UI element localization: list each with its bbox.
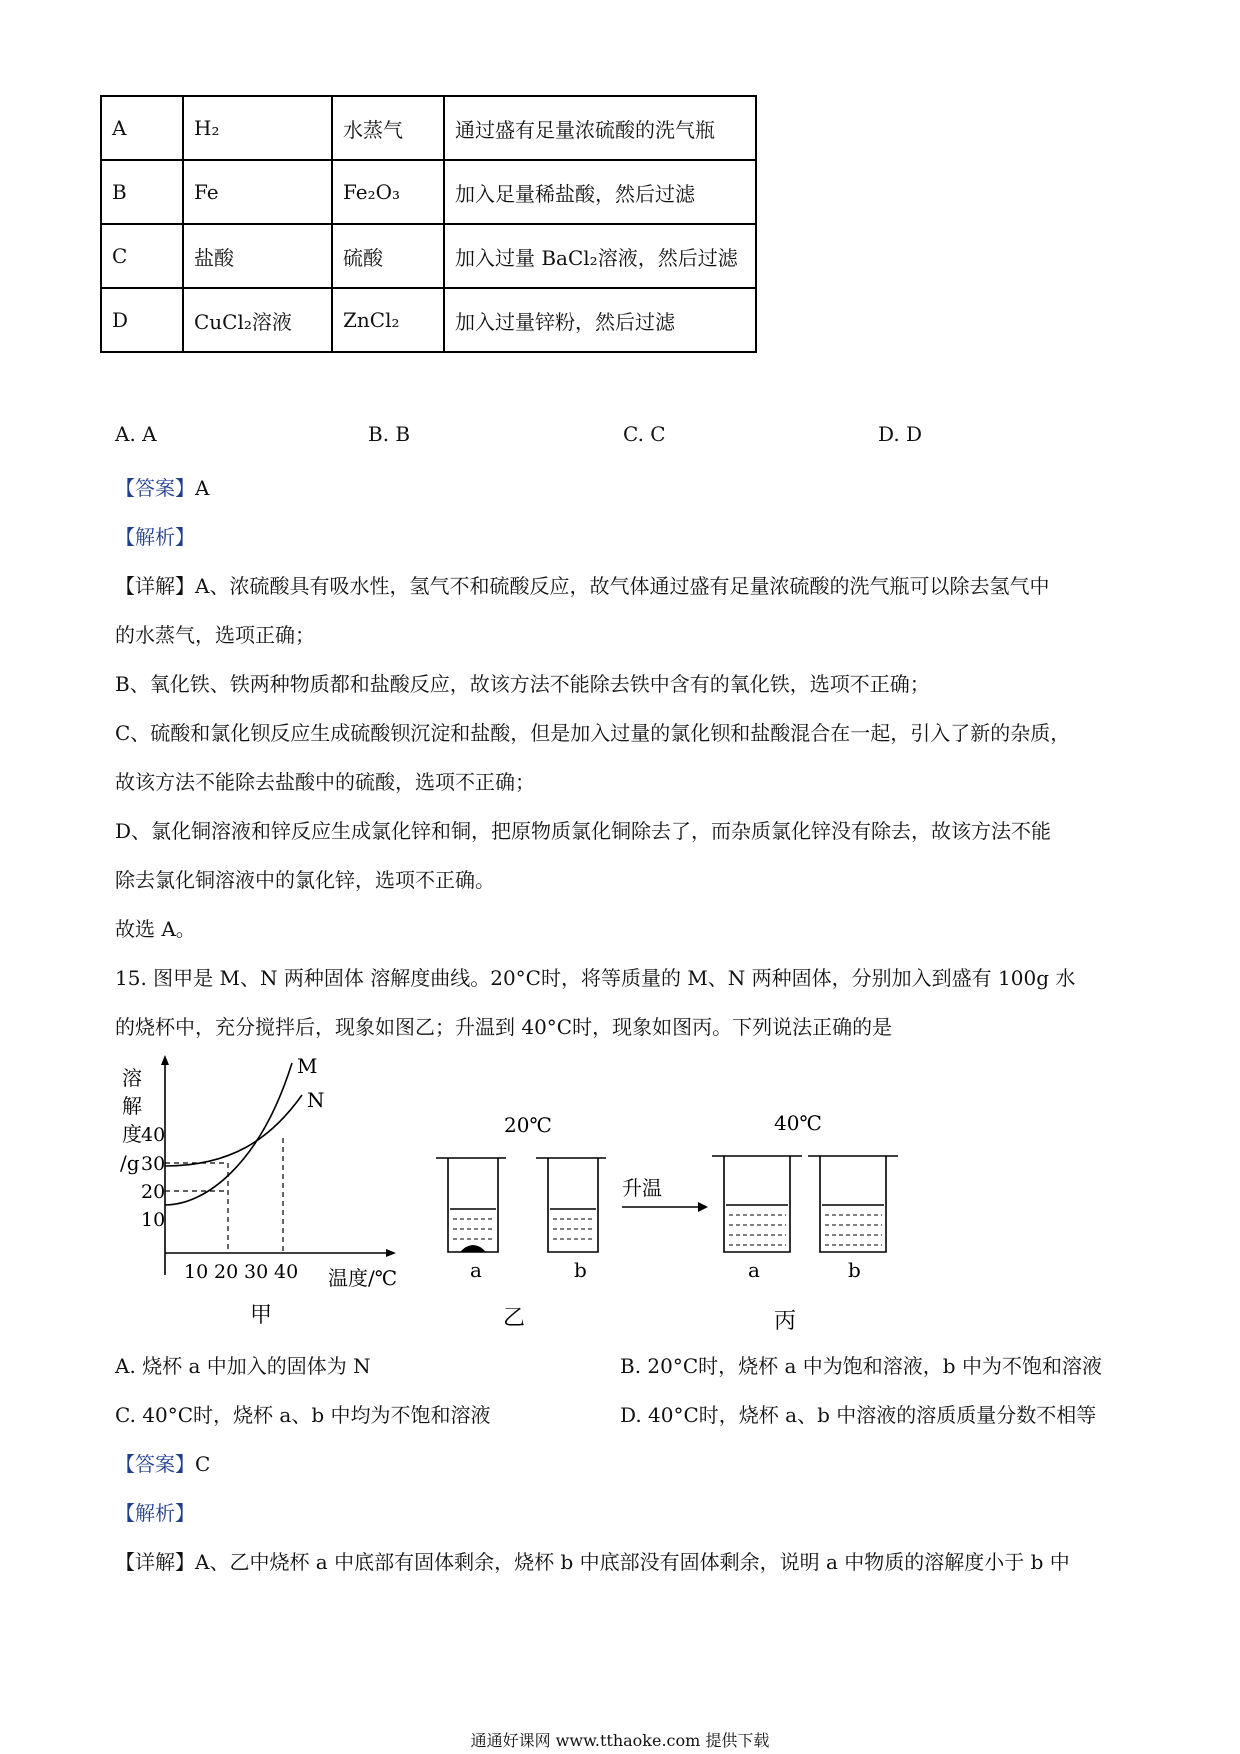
- table-cell: 硫酸: [332, 224, 444, 288]
- y-unit: /g: [120, 1151, 140, 1175]
- q14-detail-line: D、氯化铜溶液和锌反应生成氯化锌和铜，把原物质氯化铜除去了，而杂质氯化锌没有除去，故该方法不能: [115, 819, 1052, 843]
- x-tick-label: 30: [244, 1261, 269, 1283]
- q14-choice-c: C. C: [623, 422, 666, 446]
- table-row: [101, 160, 756, 224]
- curve-m-label: M: [297, 1055, 318, 1078]
- beakers-40c: [712, 1111, 898, 1334]
- q15-choice-a: A. 烧杯 a 中加入的固体为 N: [115, 1354, 371, 1378]
- beaker-a: [436, 1158, 506, 1252]
- beaker-b-label: b: [574, 1258, 587, 1282]
- q14-choice-a: A. A: [115, 422, 157, 446]
- heating-arrow: [622, 1176, 708, 1212]
- y-tick-label: 10: [141, 1209, 166, 1231]
- table-cell: 水蒸气: [332, 96, 444, 160]
- q15-stem-line: 15. 图甲是 M、N 两种固体 溶解度曲线。20°C时，将等质量的 M、N 两种固体，分别加入到盛有 100g 水: [115, 966, 1076, 990]
- x-tick-label: 10: [184, 1261, 209, 1283]
- caption-jia: 甲: [250, 1303, 273, 1328]
- ylabel-char: 度: [122, 1122, 142, 1146]
- y-tick-label: 40: [141, 1124, 166, 1146]
- curve-n: [165, 1095, 302, 1166]
- q14-choice-d: D. D: [878, 422, 923, 446]
- table-cell: 加入过量锌粉，然后过滤: [444, 288, 756, 352]
- q14-detail-line: 故选 A。: [115, 917, 196, 941]
- arrow-label: 升温: [622, 1176, 662, 1200]
- table-cell: Fe₂O₃: [332, 160, 444, 224]
- q15-choice-d: D. 40°C时，烧杯 a、b 中溶液的溶质质量分数不相等: [620, 1403, 1097, 1427]
- q14-choice-b: B. B: [368, 422, 411, 446]
- q14-answer: [115, 472, 209, 501]
- temp-label-20: 20℃: [504, 1113, 552, 1137]
- answer-value: A: [195, 476, 210, 500]
- table-row: [101, 288, 756, 352]
- q14-detail-line: 故该方法不能除去盐酸中的硫酸，选项不正确；: [115, 770, 535, 794]
- answer-value: C: [195, 1452, 211, 1476]
- caption-bing: 丙: [774, 1309, 797, 1334]
- table-cell: B: [101, 160, 183, 224]
- table-cell: 加入过量 BaCl₂溶液，然后过滤: [444, 224, 756, 288]
- q15-analysis-tag: 【解析】: [115, 1501, 195, 1525]
- detail-text: A、乙中烧杯 a 中底部有固体剩余，烧杯 b 中底部没有固体剩余，说明 a 中物质的溶解度小于 b 中: [195, 1550, 1070, 1574]
- detail-tag: 【详解】: [115, 574, 195, 598]
- solubility-chart: [120, 1055, 397, 1328]
- q14-detail-line: [115, 570, 1049, 599]
- options-table: [100, 95, 757, 353]
- q14-detail-line: 除去氯化铜溶液中的氯化锌，选项不正确。: [115, 868, 495, 892]
- ylabel-char: 解: [122, 1094, 142, 1118]
- table-cell: 盐酸: [183, 224, 332, 288]
- arrow-right-icon: [698, 1202, 708, 1212]
- table-cell: 加入足量稀盐酸，然后过滤: [444, 160, 756, 224]
- q14-detail-line: C、硫酸和氯化钡反应生成硫酸钡沉淀和盐酸，但是加入过量的氯化钡和盐酸混合在一起，引入了新的杂质，: [115, 721, 1071, 745]
- q15-answer: [115, 1448, 210, 1477]
- q14-detail-line: 的水蒸气，选项正确；: [115, 623, 315, 647]
- caption-yi: 乙: [503, 1306, 526, 1331]
- q14-analysis-tag: 【解析】: [115, 525, 195, 549]
- table-cell: 通过盛有足量浓硫酸的洗气瓶: [444, 96, 756, 160]
- table-row: [101, 224, 756, 288]
- q15-detail-line: [115, 1546, 1070, 1575]
- x-tick-label: 20: [214, 1261, 239, 1283]
- ylabel-char: 溶: [122, 1066, 142, 1090]
- table-cell: D: [101, 288, 183, 352]
- beaker-b: [536, 1158, 606, 1252]
- x-tick-label: 40: [274, 1261, 299, 1283]
- temp-label-40: 40℃: [774, 1111, 822, 1135]
- table-row: [101, 96, 756, 160]
- answer-tag: 【答案】: [115, 1452, 195, 1476]
- beaker-b-label: b: [848, 1258, 861, 1282]
- curve-n-label: N: [307, 1088, 325, 1112]
- x-axis-arrow-icon: [386, 1249, 396, 1257]
- table-cell: C: [101, 224, 183, 288]
- page-footer: 通通好课网 www.tthaoke.com 提供下载: [470, 1731, 770, 1750]
- q15-choice-c: C. 40°C时，烧杯 a、b 中均为不饱和溶液: [115, 1403, 491, 1427]
- detail-text: A、浓硫酸具有吸水性，氢气不和硫酸反应，故气体通过盛有足量浓硫酸的洗气瓶可以除去氢气中: [195, 574, 1050, 598]
- table-cell: ZnCl₂: [332, 288, 444, 352]
- table-cell: A: [101, 96, 183, 160]
- y-tick-label: 20: [141, 1181, 166, 1203]
- beaker-b-40: [808, 1156, 898, 1252]
- q15-choice-b: B. 20°C时，烧杯 a 中为饱和溶液，b 中为不饱和溶液: [620, 1354, 1102, 1378]
- table-cell: H₂: [183, 96, 332, 160]
- x-axis-label: 温度/℃: [328, 1266, 398, 1290]
- detail-tag: 【详解】: [115, 1550, 195, 1574]
- answer-tag: 【答案】: [115, 476, 195, 500]
- beaker-a-label: a: [748, 1258, 760, 1282]
- y-tick-label: 30: [141, 1153, 166, 1175]
- solubility-figure: [110, 1055, 910, 1335]
- y-axis-arrow-icon: [161, 1055, 169, 1065]
- beakers-20c: [436, 1113, 606, 1331]
- table-cell: Fe: [183, 160, 332, 224]
- beaker-a-label: a: [470, 1258, 482, 1282]
- undissolved-solid: [460, 1245, 486, 1252]
- table-cell: CuCl₂溶液: [183, 288, 332, 352]
- q15-stem-line: 的烧杯中，充分搅拌后，现象如图乙；升温到 40°C时，现象如图丙。下列说法正确的是: [115, 1015, 893, 1039]
- q14-detail-line: B、氧化铁、铁两种物质都和盐酸反应，故该方法不能除去铁中含有的氧化铁，选项不正确；: [115, 672, 930, 696]
- beaker-a-40: [712, 1156, 802, 1252]
